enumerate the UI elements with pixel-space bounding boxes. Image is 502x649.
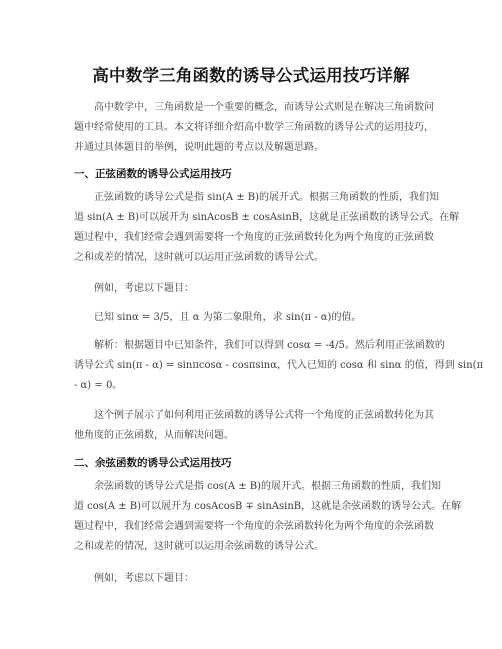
example-intro-text: 例如，考虑以下题目： bbox=[94, 283, 194, 294]
intro-line: 题中经常使用的工具。本文将详细介绍高中数学三角函数的诱导公式的运用技巧， bbox=[74, 122, 434, 133]
section1-paragraph bbox=[74, 188, 460, 268]
section2-example-intro bbox=[74, 569, 430, 589]
solution-line: 诱导公式 sin(π - α) = sinπcosα - cosπsinα，代入已知的 cosα 和 sinα 的值，得到 sin(π bbox=[74, 360, 484, 371]
example-intro-text: 例如，考虑以下题目： bbox=[94, 573, 194, 584]
section2-line: 题过程中，我们经常会遇到需要将一个角度的余弦函数转化为两个角度的余弦函数 bbox=[74, 521, 434, 532]
section1-line: 道 sin(A ± B)可以展开为 sinAcosB ± cosAsinB，这就是正弦函数的诱导公式。在解 bbox=[74, 212, 460, 223]
intro-line: 并通过具体题目的举例，说明此题的考点以及解题思路。 bbox=[74, 142, 324, 153]
summary-line: 他角度的正弦函数，从而解决问题。 bbox=[74, 430, 234, 441]
section2-line: 之和或差的情况，这时就可以运用余弦函数的诱导公式。 bbox=[74, 541, 324, 552]
section2-heading: 二、余弦函数的诱导公式运用技巧 bbox=[74, 457, 232, 469]
section1-heading: 一、正弦函数的诱导公式运用技巧 bbox=[74, 168, 232, 180]
section2-line: 余弦函数的诱导公式是指 cos(A ± B)的展开式。根据三角函数的性质，我们知 bbox=[94, 481, 442, 492]
solution-line: 解析：根据题目中已知条件，我们可以得到 cosα = -4/5。然后利用正弦函数的 bbox=[94, 340, 445, 351]
intro-line: 高中数学中，三角函数是一个重要的概念，而诱导公式则是在解决三角函数问 bbox=[94, 102, 434, 113]
summary-line: 这个例子展示了如何利用正弦函数的诱导公式将一个角度的正弦函数转化为其 bbox=[94, 410, 434, 421]
section1-line: 正弦函数的诱导公式是指 sin(A ± B)的展开式。根据三角函数的性质，我们知 bbox=[94, 192, 440, 203]
section1-summary bbox=[74, 406, 434, 446]
section1-example-intro bbox=[74, 279, 430, 299]
section1-line: 题过程中，我们经常会遇到需要将一个角度的正弦函数转化为两个角度的正弦函数 bbox=[74, 232, 434, 243]
section1-line: 之和或差的情况，这时就可以运用正弦函数的诱导公式。 bbox=[74, 252, 324, 263]
intro-paragraph bbox=[74, 98, 434, 158]
section2-line: 道 cos(A ± B)可以展开为 cosAcosB ∓ sinAsinB，这就是余弦函数的诱导公式。在解 bbox=[74, 501, 462, 512]
solution-line: - α) = 0。 bbox=[74, 380, 123, 391]
problem-text: 已知 sinα = 3/5，且 α 为第二象限角，求 sin(π - α)的值。 bbox=[94, 312, 362, 323]
section2-paragraph bbox=[74, 477, 462, 557]
section1-solution bbox=[74, 336, 484, 396]
document-title: 高中数学三角函数的诱导公式运用技巧详解 bbox=[92, 66, 410, 85]
section1-problem bbox=[74, 308, 430, 328]
